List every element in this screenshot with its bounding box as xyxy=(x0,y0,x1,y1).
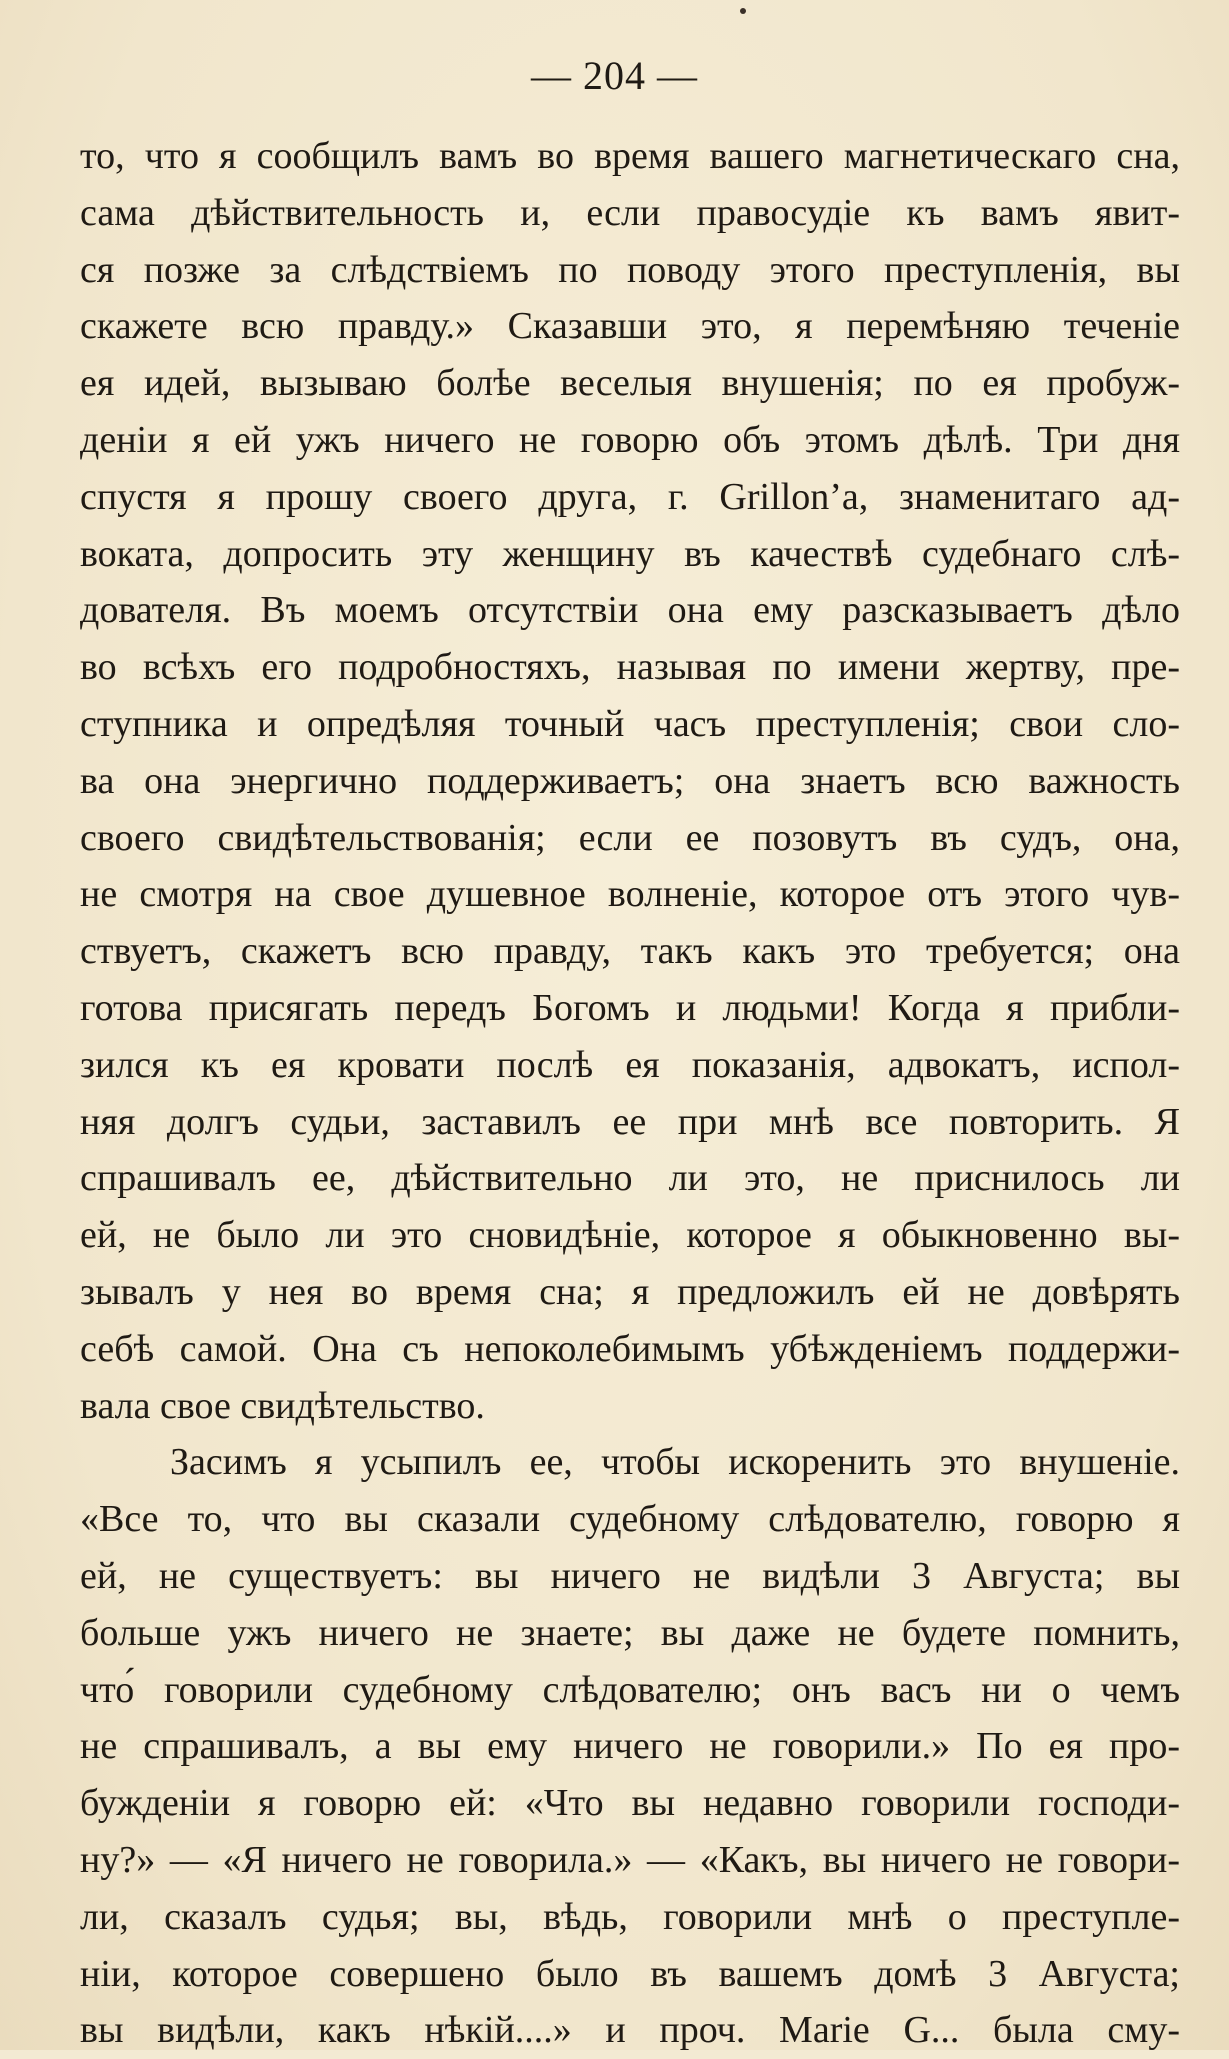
text-line: сама дѣйствительность и, если правосудіе къ вамъ явит- xyxy=(80,191,1180,234)
text-line: не спрашивалъ, а вы ему ничего не говорили.» По ея про- xyxy=(80,1725,1180,1768)
text-line: скажете всю правду.» Сказавши это, я перемѣняю теченіе xyxy=(80,305,1180,348)
text-line: няя долгъ судьи, заставилъ ее при мнѣ все повторить. Я xyxy=(80,1100,1180,1143)
text-line: спустя я прошу своего друга, г. Grillon’а, знаменитаго ад- xyxy=(80,475,1180,518)
text-line: что́ говорили судебному слѣдователю; онъ васъ ни о чемъ xyxy=(80,1668,1180,1711)
text-line: ствуетъ, скажетъ всю правду, такъ какъ это требуется; она xyxy=(80,930,1180,973)
text-line: деніи я ей ужъ ничего не говорю объ этомъ дѣлѣ. Три дня xyxy=(80,418,1180,461)
text-line: ей, не было ли это сновидѣніе, которое я обыкновенно вы- xyxy=(80,1214,1180,1257)
text-line: во всѣхъ его подробностяхъ, называя по имени жертву, пре- xyxy=(80,646,1180,689)
text-line: себѣ самой. Она съ непоколебимымъ убѣжденіемъ поддержи- xyxy=(80,1327,1180,1370)
text-line: ва она энергично поддерживаетъ; она знаетъ всю важность xyxy=(80,759,1180,802)
text-line: ступника и опредѣляя точный часъ преступленія; свои сло- xyxy=(80,702,1180,745)
text-line: готова присягать передъ Богомъ и людьми! Когда я прибли- xyxy=(80,986,1180,1029)
paragraph-start-line: Засимъ я усыпилъ ее, чтобы искоренить это внушеніе. xyxy=(170,1441,1180,1484)
text-line: не смотря на свое душевное волненіе, которое отъ этого чув- xyxy=(80,873,1180,916)
text-line: своего свидѣтельствованія; если ее позовутъ въ судъ, она, xyxy=(80,816,1180,859)
text-line: ся позже за слѣдствіемъ по поводу этого преступленія, вы xyxy=(80,248,1180,291)
text-line: дователя. Въ моемъ отсутствіи она ему разсказываетъ дѣло xyxy=(80,589,1180,632)
text-line: больше ужъ ничего не знаете; вы даже не будете помнить, xyxy=(80,1611,1180,1654)
text-line: зился къ ея кровати послѣ ея показанія, адвокатъ, испол- xyxy=(80,1043,1180,1086)
text-line: зывалъ у нея во время сна; я предложилъ ей не довѣрять xyxy=(80,1270,1180,1313)
text-line: ей, не существуетъ: вы ничего не видѣли 3 Августа; вы xyxy=(80,1554,1180,1597)
text-line: ея идей, вызываю болѣе веселыя внушенія; по ея пробуж- xyxy=(80,362,1180,405)
text-line: ли, сказалъ судья; вы, вѣдь, говорили мнѣ о преступле- xyxy=(80,1895,1180,1938)
text-line: ніи, которое совершено было въ вашемъ домѣ 3 Августа; xyxy=(80,1952,1180,1995)
text-line: «Все то, что вы сказали судебному слѣдователю, говорю я xyxy=(80,1498,1180,1541)
text-line: воката, допросить эту женщину въ качествѣ судебнаго слѣ- xyxy=(80,532,1180,575)
paragraph-end-line: вала свое свидѣтельство. xyxy=(80,1384,485,1427)
text-line: то, что я сообщилъ вамъ во время вашего магнетическаго сна, xyxy=(80,135,1180,177)
body-text xyxy=(80,128,1180,2059)
text-line: ну?» — «Я ничего не говорила.» — «Какъ, вы ничего не говори- xyxy=(80,1838,1180,1881)
ink-speck xyxy=(740,8,746,14)
page-number: — 204 — xyxy=(531,53,698,98)
text-line: спрашивалъ ее, дѣйствительно ли это, не приснилось ли xyxy=(80,1157,1180,1200)
text-line: вы видѣли, какъ нѣкій....» и проч. Marie G... была сму- xyxy=(80,2009,1180,2052)
text-line: бужденіи я говорю ей: «Что вы недавно говорили господи- xyxy=(80,1782,1180,1825)
